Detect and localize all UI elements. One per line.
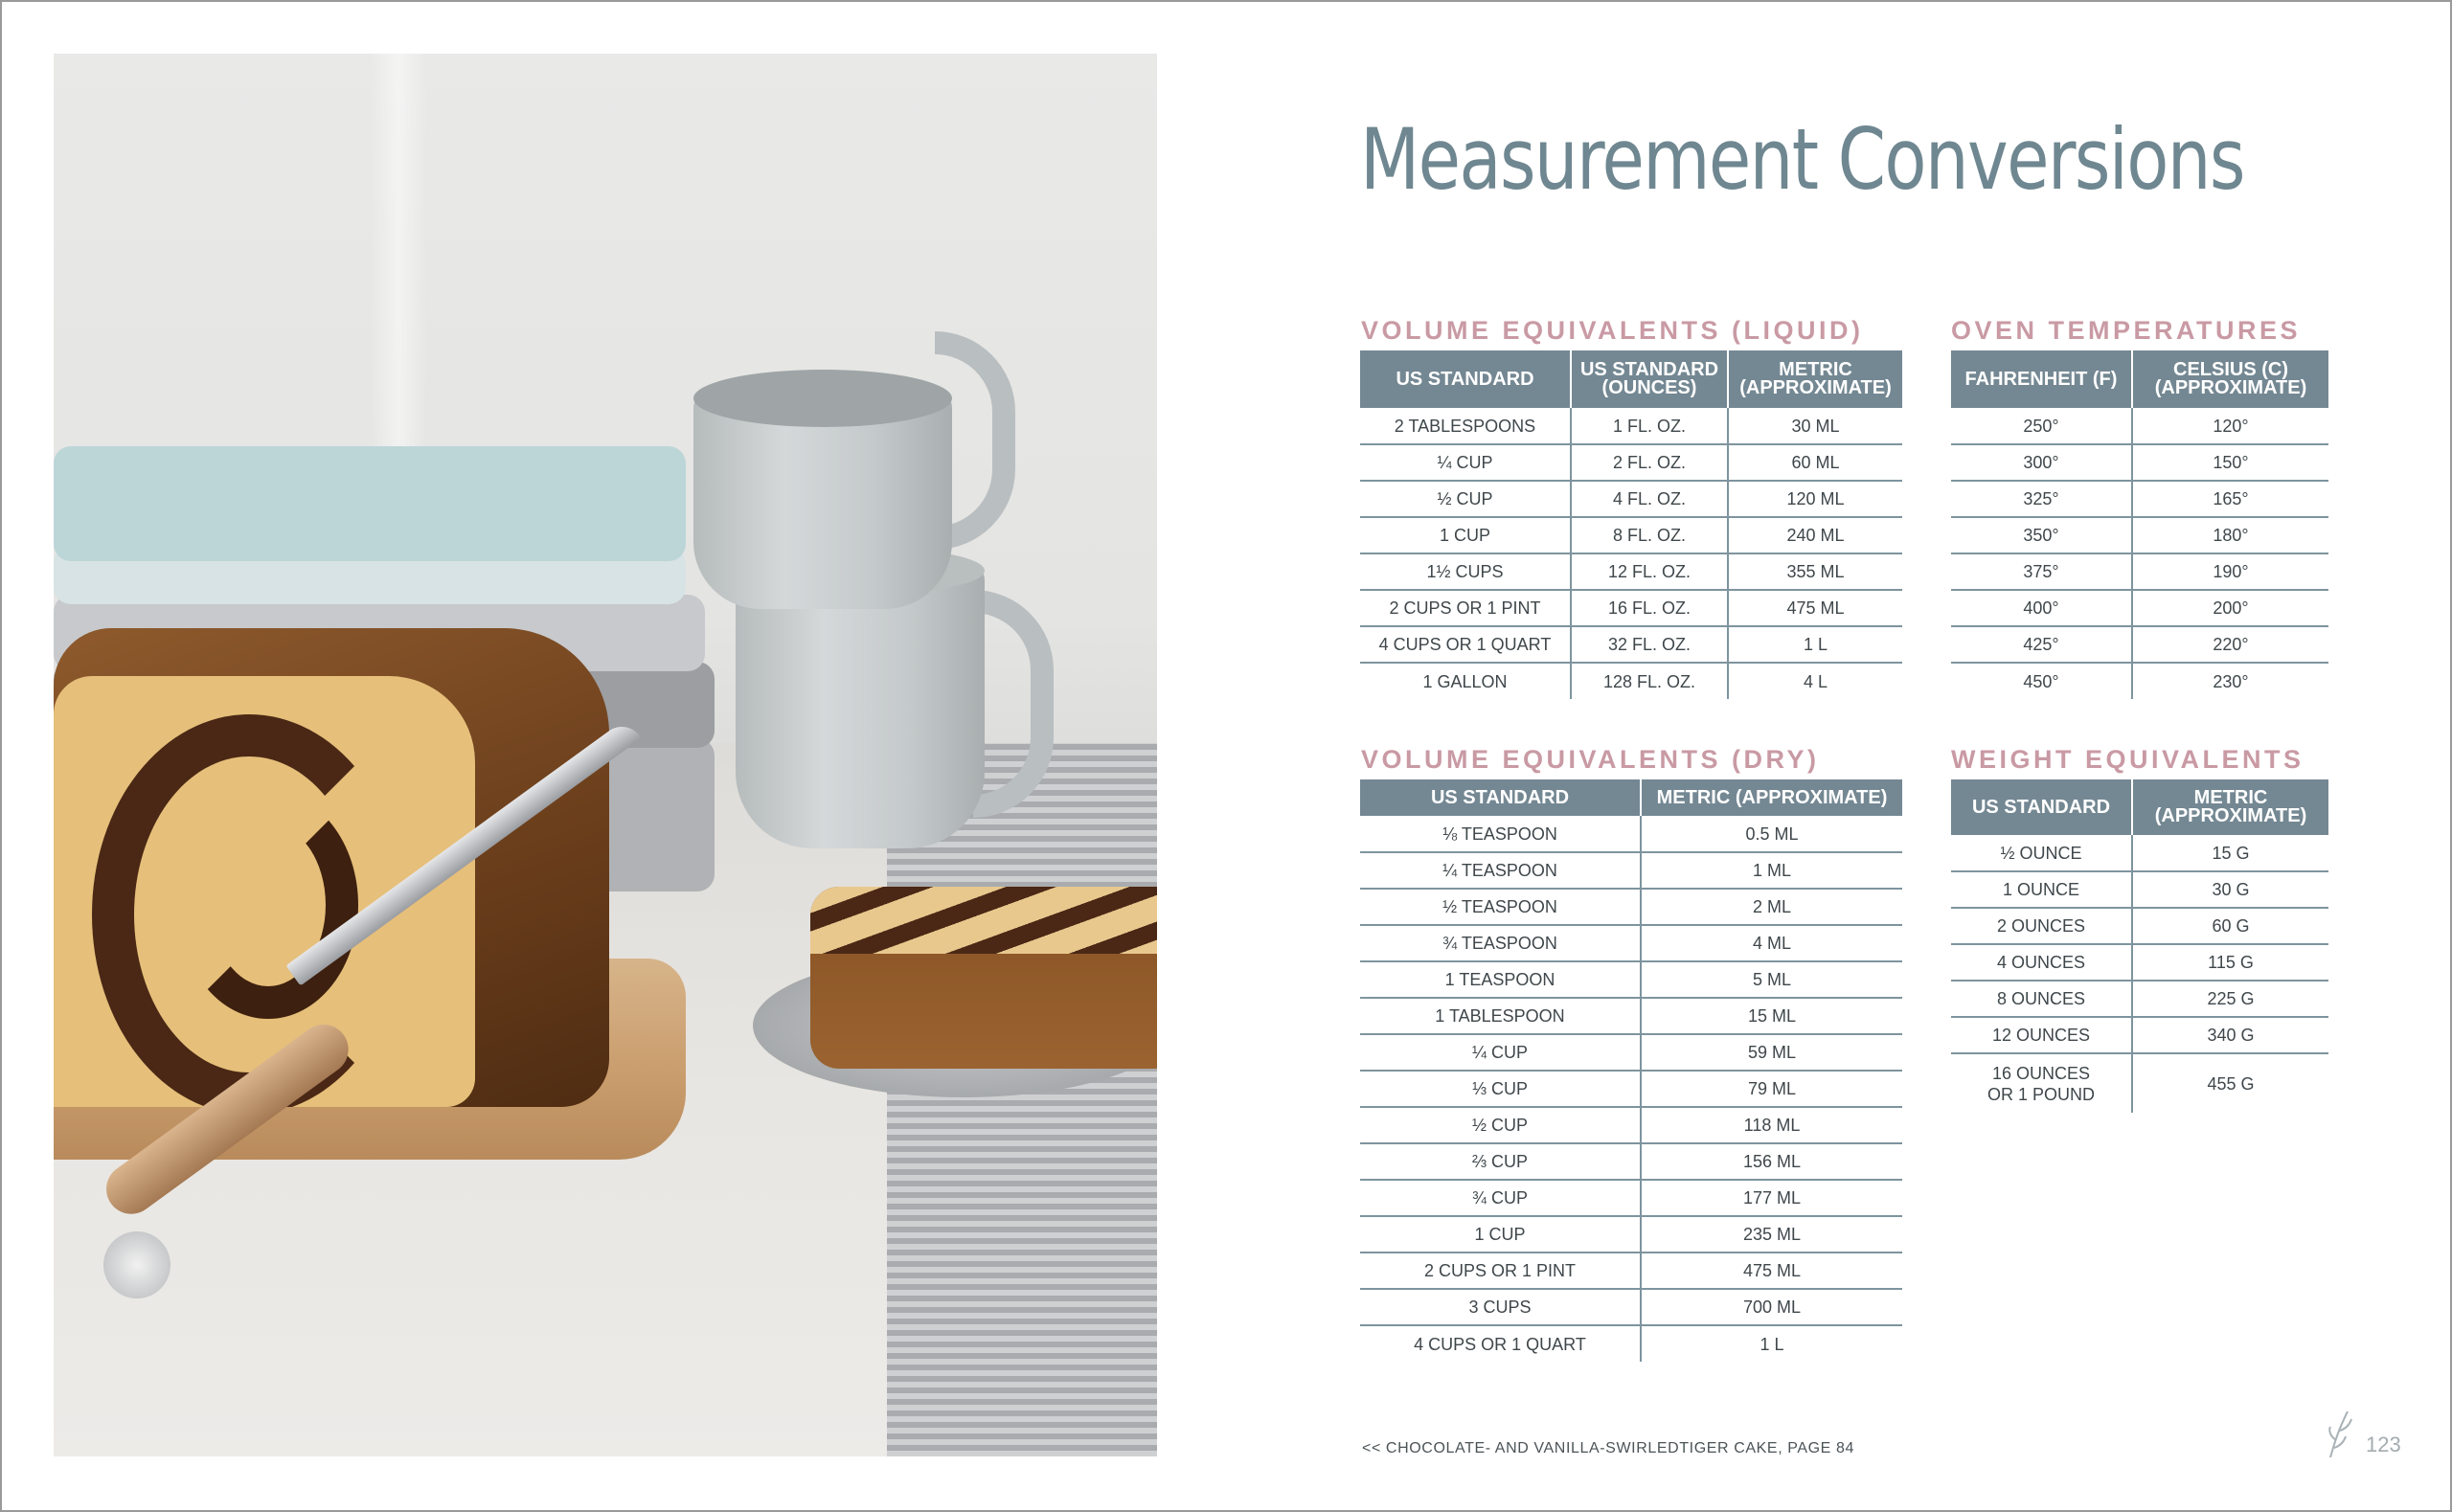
header-row (1360, 350, 1902, 408)
table-cell (1951, 981, 2132, 1017)
table-cell: 8 FL. OZ. (1571, 517, 1728, 553)
table-row (1951, 444, 2328, 481)
table-row (1951, 1017, 2328, 1053)
table-cell: 15 ML (1641, 998, 1902, 1034)
sprig-icon (2323, 1406, 2361, 1459)
table-row (1951, 626, 2328, 663)
table-row (1360, 408, 1902, 444)
table-cell: 4 CUPS OR 1 QUART (1360, 626, 1571, 663)
table-row (1360, 1143, 1902, 1180)
column-header (1360, 779, 1641, 816)
column-header (1641, 779, 1902, 816)
table-cell: 115 G (2132, 944, 2328, 981)
table-row (1360, 925, 1902, 961)
table-cell: 455 G (2207, 1073, 2255, 1094)
cake-photo (54, 54, 1157, 1456)
table-cell: 59 ML (1641, 1034, 1902, 1071)
cell-line: (APPROXIMATE) (2154, 377, 2307, 398)
table-cell: 250° (1951, 408, 2132, 444)
table-row (1360, 1107, 1902, 1143)
table-row (1951, 481, 2328, 517)
cell-line: US STANDARD (1430, 786, 1570, 808)
column-header (1571, 350, 1728, 408)
table-cell (1951, 908, 2132, 944)
table-cell: 120° (2132, 408, 2328, 444)
table-cell: 165° (2132, 481, 2328, 517)
table-cell: 220° (2132, 626, 2328, 663)
table-cell: 5 ML (1641, 961, 1902, 998)
table-cell: ¾ TEASPOON (1360, 925, 1641, 961)
column-header (1728, 350, 1902, 408)
liquid-heading: VOLUME EQUIVALENTS (LIQUID) (1361, 316, 1864, 345)
table-cell: 2 FL. OZ. (1571, 444, 1728, 481)
table-row (1360, 1034, 1902, 1071)
table-cell: 350° (1951, 517, 2132, 553)
cell-line: US STANDARD (1396, 368, 1534, 390)
cell-line: OR 1 POUND (1987, 1084, 2096, 1104)
table-cell: 1 CUP (1360, 1216, 1641, 1252)
table-cell: ⅛ TEASPOON (1360, 816, 1641, 852)
table-cell (1951, 835, 2132, 871)
table-cell: 340 G (2132, 1017, 2328, 1053)
table-cell: 177 ML (1641, 1180, 1902, 1216)
table-row (1360, 889, 1902, 925)
table-cell: 4 CUPS OR 1 QUART (1360, 1325, 1641, 1362)
table-cell: 190° (2132, 553, 2328, 590)
table-cell: 1 GALLON (1360, 663, 1571, 699)
table-cell: 1½ CUPS (1360, 553, 1571, 590)
table-cell: 475 ML (1728, 590, 1902, 626)
cell-line: 12 OUNCES (1991, 1026, 2091, 1045)
table-row (1360, 1180, 1902, 1216)
table-cell: 2 TABLESPOONS (1360, 408, 1571, 444)
table-cell: ¼ TEASPOON (1360, 852, 1641, 889)
table-cell: 3 CUPS (1360, 1289, 1641, 1325)
table-cell: 60 G (2132, 908, 2328, 944)
cell-line: METRIC (2193, 787, 2268, 808)
table-cell: 1 TABLESPOON (1360, 998, 1641, 1034)
table-cell: 240 ML (1728, 517, 1902, 553)
table-row (1360, 481, 1902, 517)
oven-table (1951, 350, 2328, 699)
cell-line: 1 OUNCE (2002, 880, 2079, 899)
column-header (1360, 350, 1571, 408)
dry-table (1360, 779, 1902, 1362)
table-cell: 325° (1951, 481, 2132, 517)
table-cell: 30 ML (1728, 408, 1902, 444)
table-row (1360, 998, 1902, 1034)
cell-line: 8 OUNCES (1996, 989, 2086, 1008)
table-cell: 60 ML (1728, 444, 1902, 481)
table-cell: 30 G (2132, 871, 2328, 908)
table-row (1360, 961, 1902, 998)
cell-line: CELSIUS (C) (2173, 359, 2288, 380)
table-cell: 1 L (1728, 626, 1902, 663)
mug-rim (693, 370, 952, 427)
table-row (1951, 517, 2328, 553)
table-cell: 375° (1951, 553, 2132, 590)
column-header (2132, 779, 2328, 835)
table-row (1951, 1053, 2328, 1113)
table-cell: ¾ CUP (1360, 1180, 1641, 1216)
table-row (1360, 1071, 1902, 1107)
dry-heading: VOLUME EQUIVALENTS (DRY) (1361, 745, 1820, 774)
table-cell: 700 ML (1641, 1289, 1902, 1325)
table-cell: 79 ML (1641, 1071, 1902, 1107)
column-header (2132, 350, 2328, 408)
table-row (1360, 1252, 1902, 1289)
table-cell: ½ CUP (1360, 1107, 1641, 1143)
header-row (1360, 779, 1902, 816)
cell-line: 16 OUNCES (1991, 1063, 2091, 1083)
table-cell (1951, 944, 2132, 981)
table-row (1951, 908, 2328, 944)
table-cell: 2 CUPS OR 1 PINT (1360, 1252, 1641, 1289)
page-title: Measurement Conversions (1360, 110, 2244, 209)
photo-caption: << CHOCOLATE- AND VANILLA-SWIRLEDTIGER CAKE, PAGE 84 (1362, 1440, 1854, 1456)
table-row (1360, 590, 1902, 626)
table-cell: ½ TEASPOON (1360, 889, 1641, 925)
table-row (1360, 816, 1902, 852)
cake-slice (810, 887, 1157, 1069)
table-row (1360, 626, 1902, 663)
table-cell: 120 ML (1728, 481, 1902, 517)
table-row (1360, 1216, 1902, 1252)
table-cell: 1 CUP (1360, 517, 1571, 553)
table-cell: 230° (2213, 671, 2249, 691)
table-row (1951, 835, 2328, 871)
weight-table (1951, 779, 2328, 1113)
table-cell: 4 FL. OZ. (1571, 481, 1728, 517)
table-row (1360, 1325, 1902, 1362)
liquid-table (1360, 350, 1902, 699)
table-row (1360, 517, 1902, 553)
table-row (1360, 553, 1902, 590)
table-row (1951, 408, 2328, 444)
table-cell: 355 ML (1728, 553, 1902, 590)
table-cell: ⅔ CUP (1360, 1143, 1641, 1180)
cell-line: METRIC (APPROXIMATE) (1656, 786, 1888, 808)
cell-line: 2 OUNCES (1996, 916, 2086, 936)
table-cell: 118 ML (1641, 1107, 1902, 1143)
table-cell: 225 G (2132, 981, 2328, 1017)
oven-heading: OVEN TEMPERATURES (1951, 316, 2302, 345)
table-row (1951, 871, 2328, 908)
table-cell: 475 ML (1641, 1252, 1902, 1289)
table-cell: 200° (2132, 590, 2328, 626)
table-row (1360, 1289, 1902, 1325)
header-row (1951, 350, 2328, 408)
table-cell: 235 ML (1641, 1216, 1902, 1252)
table-cell: ½ CUP (1360, 481, 1571, 517)
table-cell: 4 L (1803, 671, 1828, 691)
table-row (1360, 444, 1902, 481)
cell-line: ½ OUNCE (2000, 843, 2082, 863)
cell-line: US STANDARD (1579, 359, 1719, 380)
table-cell: 425° (1951, 626, 2132, 663)
table-cell: 2 CUPS OR 1 PINT (1360, 590, 1571, 626)
table-cell: 16 FL. OZ. (1571, 590, 1728, 626)
table-cell: 1 TEASPOON (1360, 961, 1641, 998)
cake-slice-swirl (810, 887, 1157, 954)
cell-line: (APPROXIMATE) (1739, 377, 1892, 398)
table-cell: 15 G (2132, 835, 2328, 871)
table-cell: 128 FL. OZ. (1571, 663, 1728, 699)
table-cell: 2 ML (1641, 889, 1902, 925)
table-row (1951, 663, 2328, 699)
table-cell: 300° (1951, 444, 2132, 481)
table-row (1951, 553, 2328, 590)
table-cell: 1 FL. OZ. (1571, 408, 1728, 444)
cell-line: 4 OUNCES (1996, 953, 2086, 972)
page-number: 123 (2366, 1433, 2401, 1456)
cell-line: METRIC (1779, 359, 1852, 380)
table-cell: 400° (1951, 590, 2132, 626)
cell-line: (OUNCES) (1601, 377, 1697, 398)
table-cell: ¼ CUP (1360, 444, 1571, 481)
knife-cap (103, 1231, 170, 1298)
column-header (1951, 350, 2132, 408)
table-cell: 12 FL. OZ. (1571, 553, 1728, 590)
table-row (1951, 981, 2328, 1017)
table-cell (1951, 1017, 2132, 1053)
cell-line: FAHRENHEIT (F) (1964, 368, 2118, 390)
column-header (1951, 779, 2132, 835)
table-cell: 156 ML (1641, 1143, 1902, 1180)
table-cell: 1 ML (1641, 852, 1902, 889)
table-cell: 180° (2132, 517, 2328, 553)
towel-stack (54, 446, 686, 561)
cake-swirl (178, 791, 358, 1019)
table-cell: 0.5 ML (1641, 816, 1902, 852)
table-cell: 4 ML (1641, 925, 1902, 961)
table-cell (1951, 1053, 2132, 1113)
table-row (1951, 944, 2328, 981)
table-row (1360, 852, 1902, 889)
header-row (1951, 779, 2328, 835)
cell-line: US STANDARD (1971, 796, 2111, 818)
table-cell: ¼ CUP (1360, 1034, 1641, 1071)
table-cell: 450° (1951, 663, 2132, 699)
table-cell: 32 FL. OZ. (1571, 626, 1728, 663)
table-cell (1951, 871, 2132, 908)
table-row (1951, 590, 2328, 626)
cell-line: (APPROXIMATE) (2154, 805, 2307, 826)
table-cell: 1 L (1760, 1334, 1784, 1354)
weight-heading: WEIGHT EQUIVALENTS (1951, 745, 2304, 774)
table-runner (887, 743, 1157, 1456)
table-cell: ⅓ CUP (1360, 1071, 1641, 1107)
table-row (1360, 663, 1902, 699)
table-cell: 150° (2132, 444, 2328, 481)
